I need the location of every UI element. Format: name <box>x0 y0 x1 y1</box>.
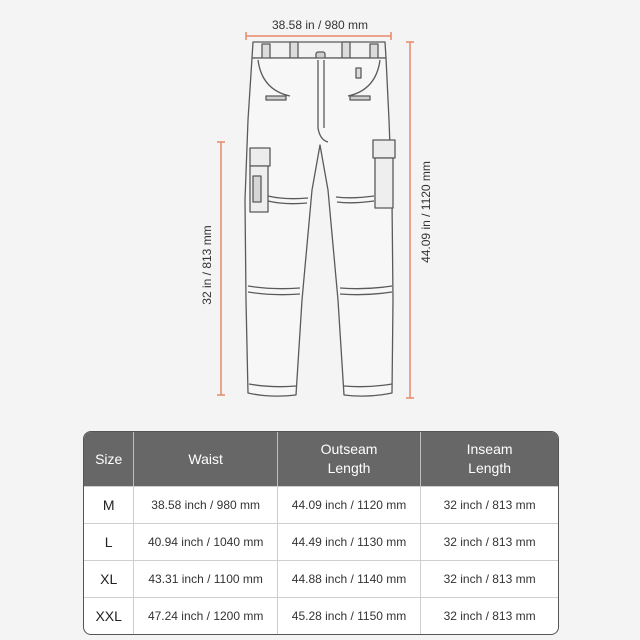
inseam-cell: 32 inch / 813 mm <box>421 486 558 523</box>
header-inseam-length: Inseam Length <box>421 432 558 486</box>
waist-cell: 38.58 inch / 980 mm <box>134 486 278 523</box>
pants-outline <box>245 42 395 396</box>
waist-cell: 40.94 inch / 1040 mm <box>134 523 278 560</box>
size-cell: M <box>84 486 134 523</box>
inseam-measurement-label: 32 in / 813 mm <box>200 225 214 305</box>
waist-measure-line <box>246 32 391 40</box>
size-cell: XL <box>84 560 134 597</box>
header-size: Size <box>84 432 134 486</box>
outseam-measurement-label: 44.09 in / 1120 mm <box>419 161 433 263</box>
inseam-cell: 32 inch / 813 mm <box>421 523 558 560</box>
table-row <box>84 486 558 523</box>
outseam-measure-line <box>406 42 414 398</box>
outseam-cell: 44.49 inch / 1130 mm <box>278 523 421 560</box>
header-waist: Waist <box>134 432 278 486</box>
inseam-measure-line <box>217 142 225 395</box>
table-row <box>84 523 558 560</box>
outseam-cell: 44.88 inch / 1140 mm <box>278 560 421 597</box>
waist-cell: 43.31 inch / 1100 mm <box>134 560 278 597</box>
waist-cell: 47.24 inch / 1200 mm <box>134 597 278 634</box>
inseam-cell: 32 inch / 813 mm <box>421 560 558 597</box>
inseam-cell: 32 inch / 813 mm <box>421 597 558 634</box>
table-row <box>84 560 558 597</box>
size-chart-table <box>83 431 559 635</box>
waist-measurement-label: 38.58 in / 980 mm <box>271 18 369 32</box>
table-header-row <box>84 432 558 486</box>
header-outseam-length: Outseam Length <box>278 432 421 486</box>
outseam-cell: 44.09 inch / 1120 mm <box>278 486 421 523</box>
size-cell: L <box>84 523 134 560</box>
outseam-cell: 45.28 inch / 1150 mm <box>278 597 421 634</box>
size-cell: XXL <box>84 597 134 634</box>
table-row <box>84 597 558 634</box>
